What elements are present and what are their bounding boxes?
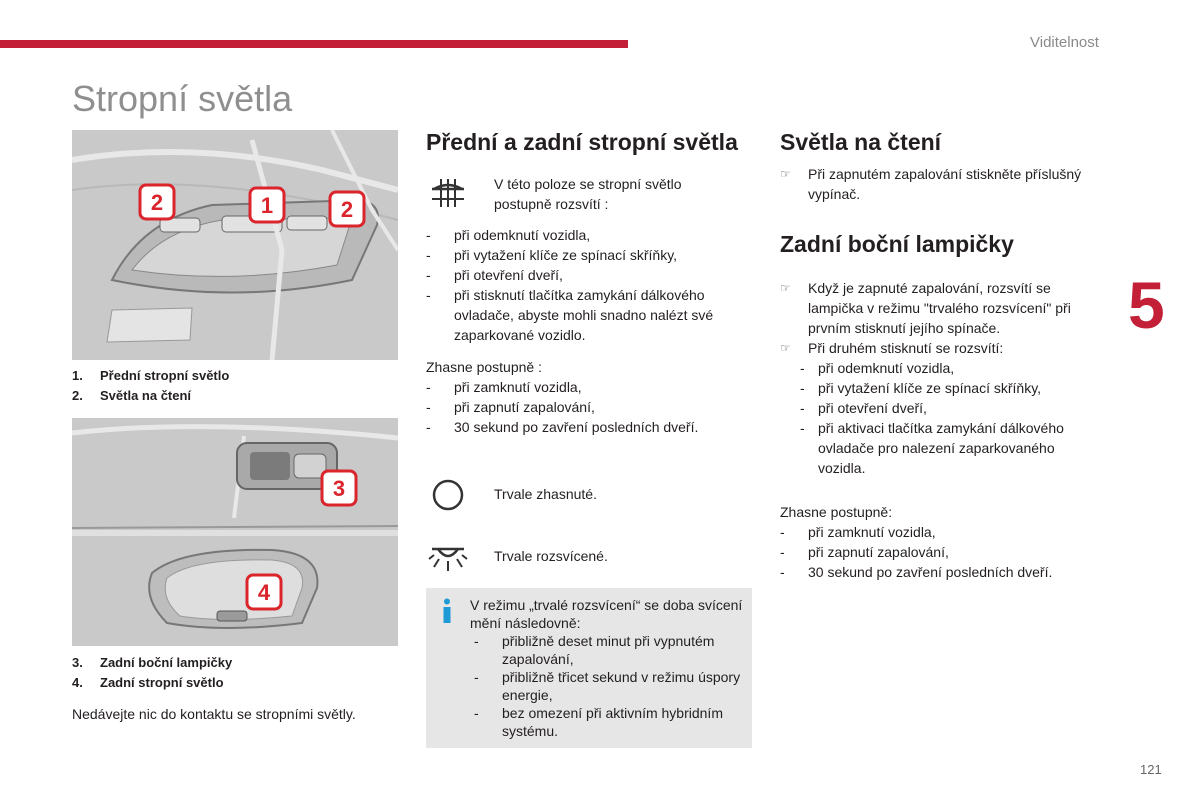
- callout-2-left: [140, 185, 174, 219]
- list-item: - při vytažení klíče ze spínací skříňky,: [426, 245, 752, 265]
- list-item: - při zamknutí vozidla,: [426, 377, 752, 397]
- svg-text:3: 3: [332, 476, 346, 501]
- side-lamp-instruction: ☞ Když je zapnuté zapalování, rozsvítí se lampička v režimu "trvalého rozsvícení" při prvním stisknutí jejího spínače.: [780, 280, 1071, 336]
- page-number: 121: [1140, 762, 1162, 777]
- callout-2-right: [330, 192, 364, 226]
- icon-gradual-text: V této poloze se stropní světlo postupně rozsvítí :: [494, 176, 682, 212]
- icon-on-text: Trvale rozsvícené.: [494, 548, 608, 564]
- svg-text:2: 2: [340, 197, 354, 222]
- list-item: - 30 sekund po zavření posledních dveří.: [780, 562, 1100, 582]
- info-icon: [440, 598, 454, 622]
- rear-lights-illustration: [72, 418, 398, 646]
- section-heading: Světla na čtení: [780, 129, 942, 155]
- reading-instruction: ☞ Při zapnutém zapalování stiskněte příslušný vypínač.: [780, 166, 1082, 202]
- list-item: - při aktivaci tlačítka zamykání dálkového ovladače pro nalezení zaparkovaného vozidla.: [800, 418, 1100, 478]
- page-title: Stropní světla: [72, 78, 293, 119]
- caption-item: 1. Přední stropní světlo: [72, 368, 230, 383]
- caption-item: 4. Zadní stropní světlo: [72, 675, 224, 690]
- contact-warning-note: Nedávejte nic do kontaktu se stropními světly.: [72, 706, 356, 722]
- pointing-hand-icon: ☞: [780, 341, 791, 355]
- list-item: - při zapnutí zapalování,: [426, 397, 752, 417]
- icon-row-off: [426, 476, 752, 514]
- caption-item: 3. Zadní boční lampičky: [72, 655, 233, 670]
- header-accent-bar: [0, 40, 628, 48]
- list-item: - při zapnutí zapalování,: [780, 542, 1100, 562]
- reading-lights-section: [780, 128, 1100, 204]
- off-label: Zhasne postupně:: [780, 504, 893, 520]
- chapter-number: 5: [1128, 268, 1165, 342]
- circle-off-icon: [426, 476, 470, 514]
- on-items-list: [426, 225, 752, 345]
- front-ceiling-light-illustration: [72, 130, 398, 360]
- rear-side-lamps-section: [780, 230, 1100, 478]
- list-item: - při otevření dveří,: [426, 265, 752, 285]
- section-label: Viditelnost: [1030, 34, 1099, 51]
- callout-1: [250, 188, 284, 222]
- list-item: - při vytažení klíče ze spínací skříňky,: [800, 378, 1100, 398]
- info-intro: V režimu „trvalé rozsvícení“ se doba svícení mění následovně:: [470, 597, 743, 631]
- front-rear-lights-section: [426, 128, 756, 156]
- off-block: [426, 357, 752, 437]
- svg-text:4: 4: [257, 580, 271, 605]
- right-off-block: [780, 502, 1100, 582]
- list-item: - při stisknutí tlačítka zamykání dálkového ovladače, abyste mohli snadno nalézt své zaparkované vozidlo.: [426, 285, 752, 345]
- list-item: - přibližně deset minut při vypnutém zapalování,: [474, 632, 744, 668]
- list-item: - při odemknutí vozidla,: [426, 225, 752, 245]
- list-item: - přibližně třicet sekund v režimu úspory energie,: [474, 668, 744, 704]
- off-label: Zhasne postupně :: [426, 359, 542, 375]
- svg-text:1: 1: [260, 193, 274, 218]
- icon-row-on: [426, 538, 752, 576]
- pointing-hand-icon: ☞: [780, 281, 791, 295]
- section-heading: Zadní boční lampičky: [780, 231, 1014, 257]
- captions-top: [72, 366, 229, 406]
- list-item: - bez omezení při aktivním hybridním systému.: [474, 704, 744, 740]
- dome-light-gradual-icon: [426, 174, 470, 212]
- icon-row-gradual: [426, 174, 752, 214]
- callout-4: [247, 575, 281, 609]
- list-item: - při odemknutí vozidla,: [800, 358, 1100, 378]
- info-box: [426, 588, 752, 748]
- callout-3: [322, 471, 356, 505]
- captions-bottom: [72, 653, 232, 693]
- caption-item: 2. Světla na čtení: [72, 388, 192, 403]
- section-heading: Přední a zadní stropní světla: [426, 129, 738, 155]
- svg-text:2: 2: [150, 190, 164, 215]
- dome-light-on-icon: [426, 538, 470, 576]
- pointing-hand-icon: ☞: [780, 167, 791, 181]
- list-item: - při zamknutí vozidla,: [780, 522, 1100, 542]
- side-lamp-second-press: ☞ Při druhém stisknutí se rozsvítí:: [780, 340, 1004, 356]
- list-item: - při otevření dveří,: [800, 398, 1100, 418]
- list-item: - 30 sekund po zavření posledních dveří.: [426, 417, 752, 437]
- icon-off-text: Trvale zhasnuté.: [494, 486, 597, 502]
